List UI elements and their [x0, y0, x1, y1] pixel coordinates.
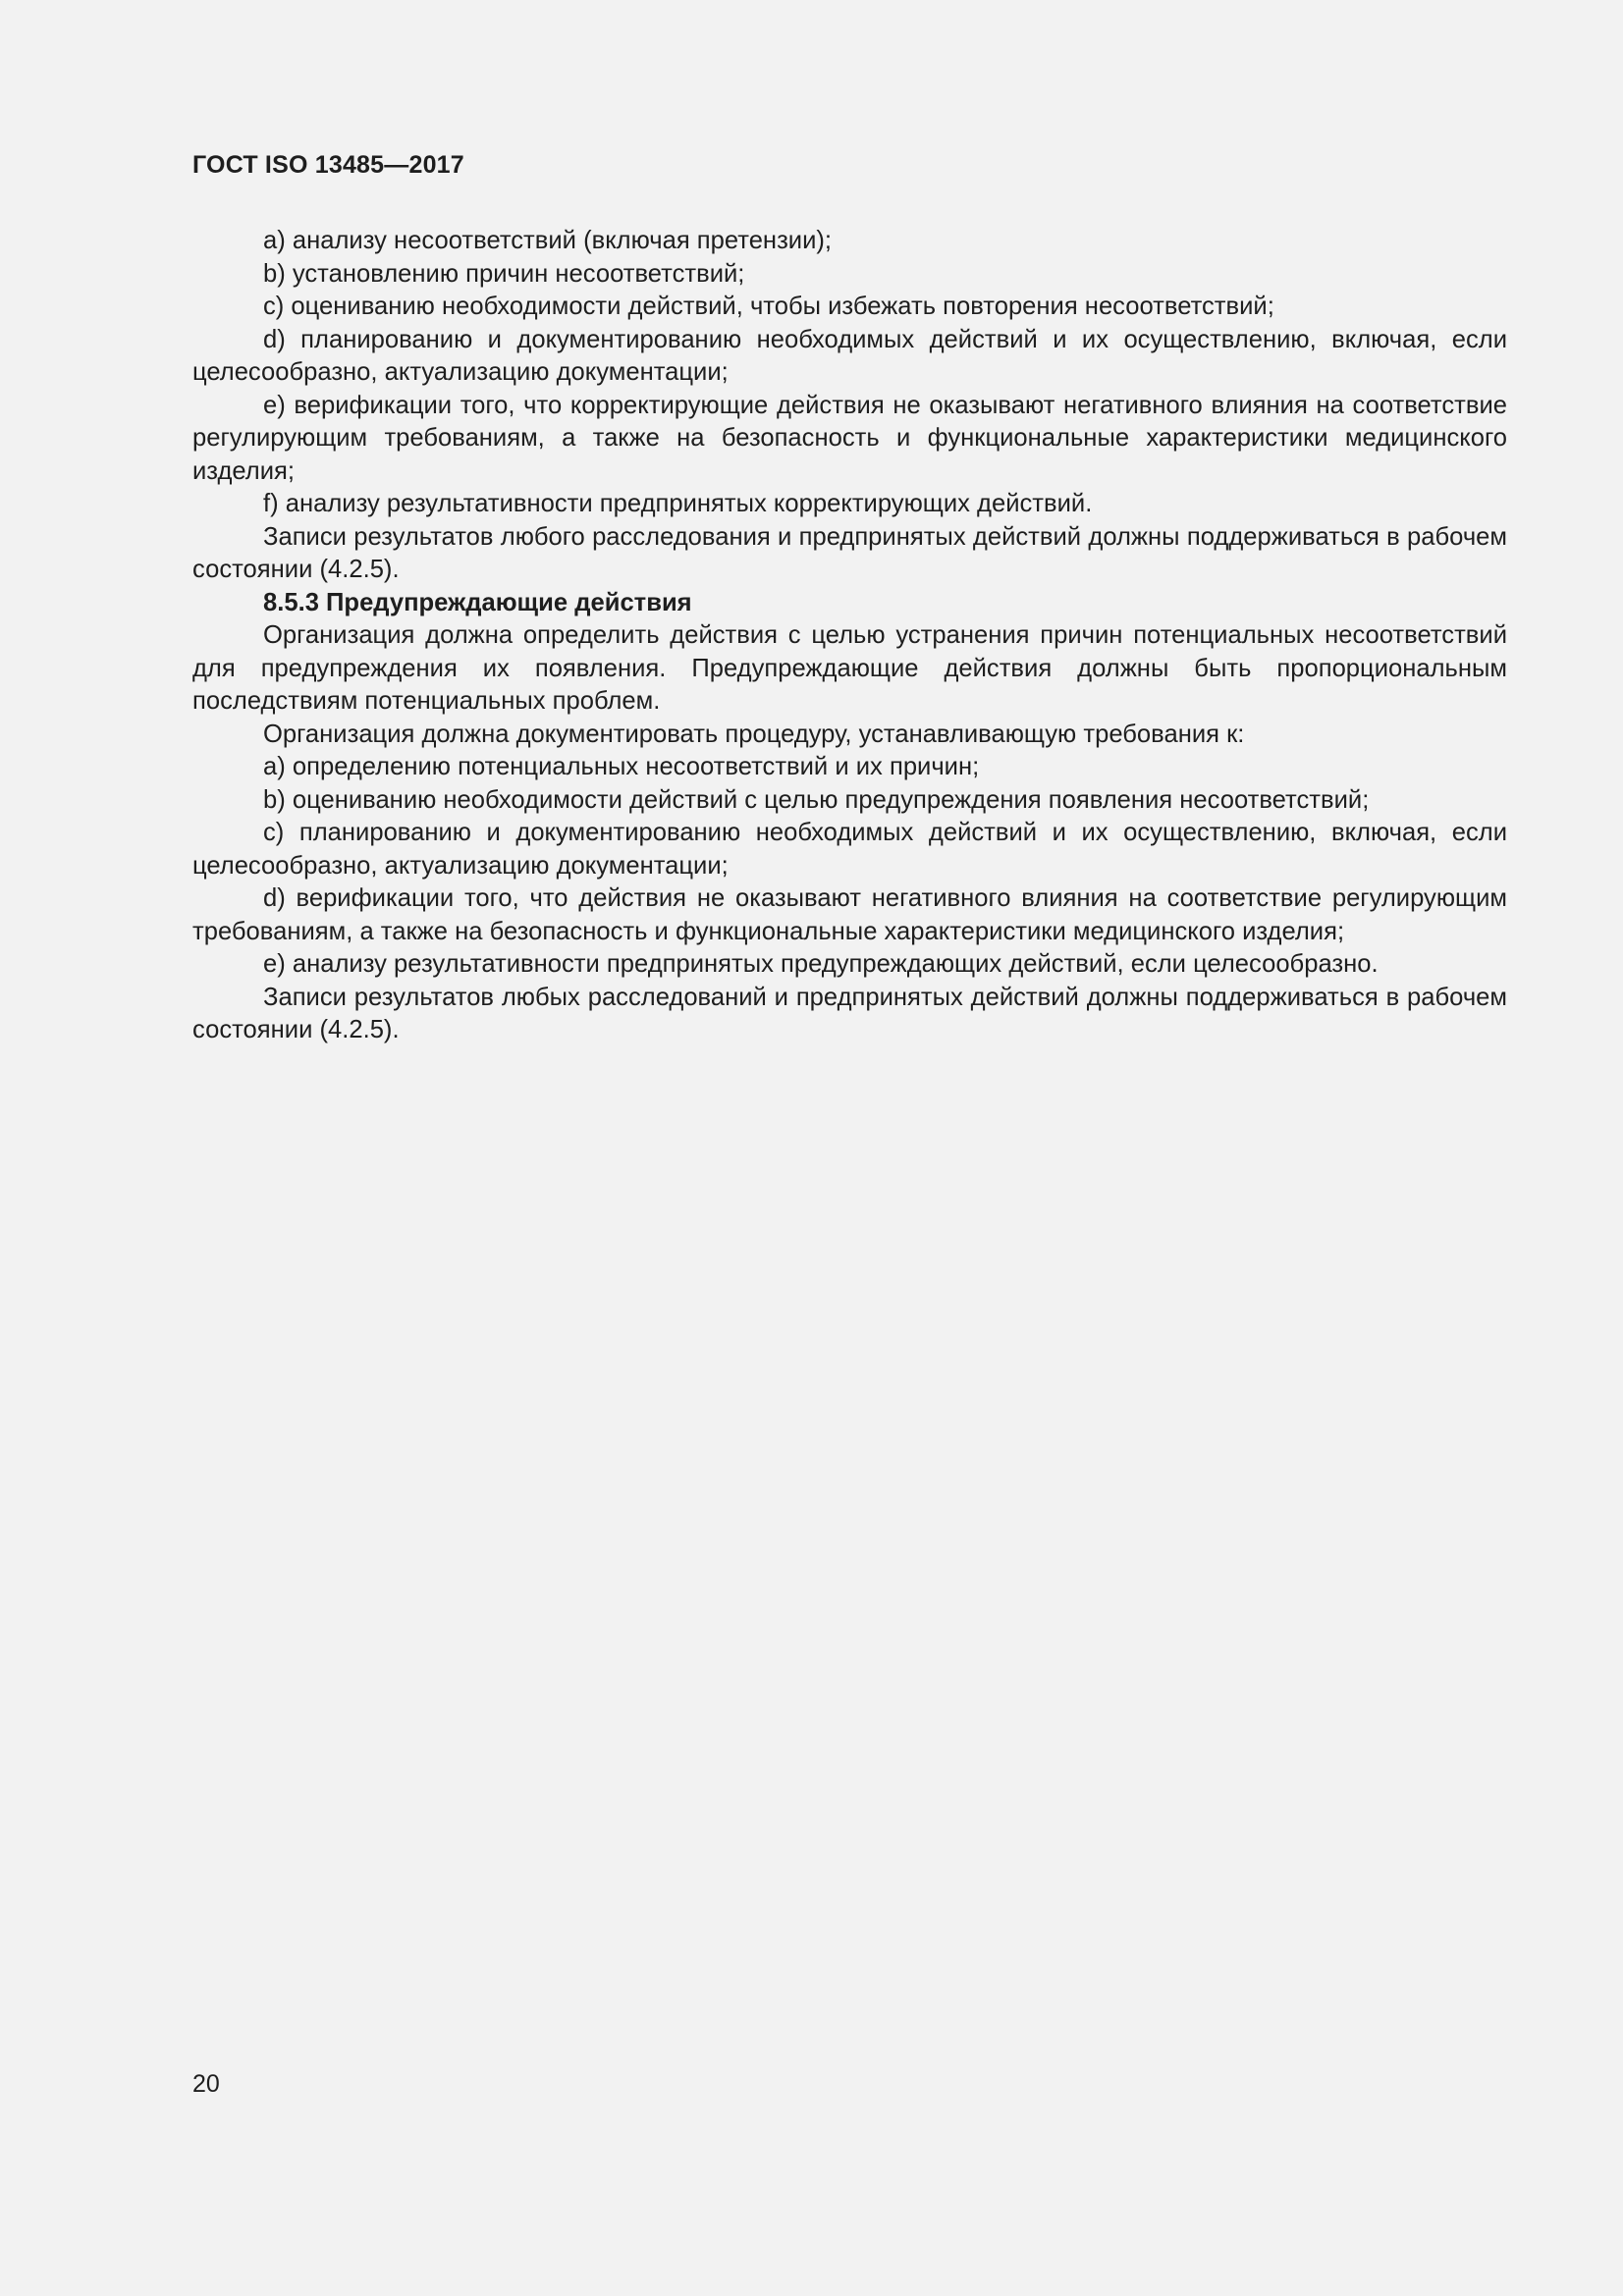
list-item-preventive-a: a) определению потенциальных несоответствий и их причин; — [263, 753, 980, 780]
document-header: ГОСТ ISO 13485—2017 — [192, 151, 464, 179]
list-item-corrective-a: a) анализу несоответствий (включая претензии); — [263, 227, 833, 254]
records-paragraph-preventive: Записи результатов любых расследований и предпринятых действий должны поддерживаться в рабочем состоянии (4.2.5). — [192, 983, 1507, 1043]
preventive-intro-paragraph: Организация должна определить действия с целью устранения причин потенциальных несоответствий для предупреждения их появления. Предупреждающие действия должны быть пропорциональным последствиям потенциальных проблем. — [192, 621, 1507, 715]
page-number: 20 — [192, 2070, 220, 2098]
list-item-preventive-b: b) оцениванию необходимости действий с целью предупреждения появления несоответствий; — [263, 785, 1370, 814]
list-item-preventive-d: d) верификации того, что действия не оказывают негативного влияния на соответствие регулирующим требованиям, а также на безопасность и функциональные характеристики медицинского изделия; — [192, 884, 1507, 945]
list-item-corrective-f: f) анализу результативности предпринятых корректирующих действий. — [263, 490, 1093, 517]
list-item-corrective-e: e) верификации того, что корректирующие действия не оказывают негативного влияния на соответствие регулирующим требованиям, а также на безопасность и функциональные характеристики медицинского изделия; — [192, 391, 1507, 485]
list-item-preventive-e: e) анализу результативности предпринятых предупреждающих действий, если целесообразно. — [263, 950, 1379, 978]
list-item-corrective-c: c) оцениванию необходимости действий, чтобы избежать повторения несоответствий; — [263, 293, 1274, 320]
document-body — [192, 225, 1507, 1047]
records-paragraph-corrective: Записи результатов любого расследования и предпринятых действий должны поддерживаться в рабочем состоянии (4.2.5). — [192, 522, 1507, 583]
list-item-corrective-d: d) планированию и документированию необходимых действий и их осуществлению, включая, если целесообразно, актуализацию документации; — [192, 325, 1507, 386]
procedure-requirements-paragraph: Организация должна документировать процедуру, устанавливающую требования к: — [263, 720, 1245, 748]
list-item-preventive-c: c) планированию и документированию необходимых действий и их осуществлению, включая, если целесообразно, актуализацию документации; — [192, 819, 1507, 880]
section-heading-8-5-3: 8.5.3 Предупреждающие действия — [263, 588, 692, 616]
list-item-corrective-b: b) установлению причин несоответствий; — [263, 259, 745, 288]
